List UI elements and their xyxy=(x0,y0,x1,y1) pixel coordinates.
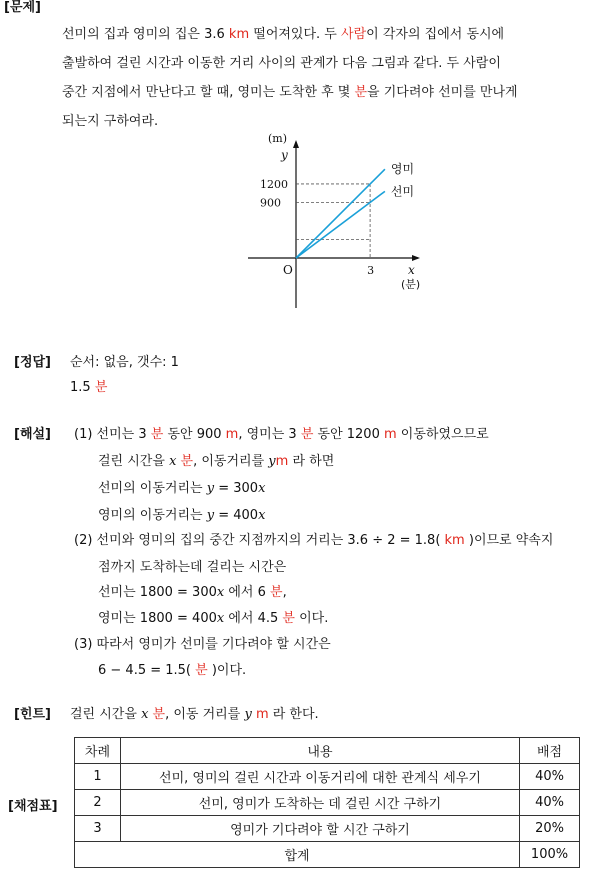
text-run: 선미의 집과 영미의 집은 3.6 xyxy=(62,27,229,42)
text-run: 영미는 1800 = 400 xyxy=(98,611,217,626)
total-label: 합계 xyxy=(75,842,520,868)
text-run: , 이동거리를 xyxy=(193,454,269,469)
text-run: 에서 6 xyxy=(224,585,271,600)
solution-line xyxy=(98,659,246,678)
math-var: y xyxy=(244,707,252,722)
text-run: , xyxy=(282,585,287,600)
header-order: 차례 xyxy=(75,738,121,764)
text-run: )이므로 약속지 xyxy=(464,533,554,548)
text-run: 출발하여 걸린 시간과 이동한 거리 사이의 관계가 다음 그림과 같다. 두 사람이 xyxy=(62,56,501,71)
question-line xyxy=(62,20,597,49)
text-run: 에서 4.5 xyxy=(224,611,283,626)
text-run: 떨어져있다. 두 xyxy=(249,27,342,42)
highlight-run: 분 xyxy=(282,611,295,626)
row-points: 40% xyxy=(520,764,580,790)
text-run: 동안 900 xyxy=(163,427,226,442)
highlight-run: m xyxy=(383,427,397,442)
solution-line xyxy=(98,477,265,496)
text-run: 되는지 구하여라. xyxy=(62,114,159,129)
series-label-0: 영미 xyxy=(390,162,415,177)
math-var: x xyxy=(169,454,177,469)
y-tick-label: 1200 xyxy=(260,177,288,191)
solution-line xyxy=(74,529,553,548)
text-run: , 이동 거리를 xyxy=(165,707,245,722)
text-run: 중간 지점에서 만난다고 할 때, 영미는 도착한 후 몇 xyxy=(62,85,355,100)
solution-line xyxy=(74,423,489,442)
highlight-run: 분 xyxy=(152,707,166,722)
highlight-run: 사람 xyxy=(341,27,367,42)
highlight-run: 분 xyxy=(354,85,368,100)
x-axis-arrow xyxy=(412,255,420,261)
header-points: 배점 xyxy=(520,738,580,764)
highlight-run: 분 xyxy=(180,454,194,469)
row-points: 40% xyxy=(520,790,580,816)
y-tick-label: 900 xyxy=(260,196,281,210)
question-tag: [문제] xyxy=(4,0,41,15)
highlight-run: m xyxy=(225,427,239,442)
math-var: x xyxy=(216,611,225,626)
text-run: 영미의 이동거리는 xyxy=(98,508,207,523)
solution-line xyxy=(98,581,287,600)
text-run: 걸린 시간을 xyxy=(98,454,170,469)
row-order: 1 xyxy=(75,764,121,790)
text-run: 선미의 이동거리는 xyxy=(98,481,207,496)
highlight-run: km xyxy=(228,27,250,42)
text-run: = 300 xyxy=(214,481,259,496)
y-unit-label: (m) xyxy=(268,132,288,145)
math-var: y xyxy=(206,508,215,523)
answer-tag: [정답] xyxy=(14,355,51,370)
scoring-tag: [채점표] xyxy=(8,799,58,814)
text-run: (3) 따라서 영미가 선미를 기다려야 할 시간은 xyxy=(74,637,331,652)
text-run: 6 − 4.5 = 1.5( xyxy=(98,663,196,678)
row-order: 2 xyxy=(75,790,121,816)
text-run: 동안 1200 xyxy=(313,427,384,442)
text-run: = 400 xyxy=(214,508,259,523)
text-run: 점까지 도착하는데 걸리는 시간은 xyxy=(98,560,287,575)
math-var: x xyxy=(258,508,266,523)
text-run: 이 각자의 집에서 동시에 xyxy=(366,27,505,42)
series-line-0 xyxy=(296,169,385,258)
row-points: 20% xyxy=(520,816,580,842)
math-var: x xyxy=(258,481,266,496)
hint-text xyxy=(70,703,319,722)
hint-tag: [힌트] xyxy=(14,707,51,722)
highlight-run: 분 xyxy=(195,663,208,678)
solution-line xyxy=(74,633,331,652)
x-unit-label: (분) xyxy=(401,278,421,291)
math-var: y xyxy=(268,454,276,469)
text-run: 걸린 시간을 xyxy=(70,707,142,722)
header-content: 내용 xyxy=(120,738,519,764)
question-line xyxy=(62,78,597,107)
highlight-run: 분 xyxy=(150,427,164,442)
text-run: )이다. xyxy=(207,663,247,678)
math-var: y xyxy=(206,481,215,496)
text-run: 이다. xyxy=(294,611,329,626)
text-run: (2) 선미와 영미의 집의 중간 지점까지의 거리는 3.6 ÷ 2 = 1.8( xyxy=(74,533,445,548)
question-text xyxy=(62,20,597,136)
row-content: 선미, 영미가 도착하는 데 걸린 시간 구하기 xyxy=(120,790,519,816)
y-var-label: y xyxy=(281,148,288,162)
row-content: 선미, 영미의 걸린 시간과 이동거리에 대한 관계식 세우기 xyxy=(120,764,519,790)
text-run: 선미는 1800 = 300 xyxy=(98,585,217,600)
answer-value: 1.5 분 xyxy=(70,380,108,395)
series-label-1: 선미 xyxy=(390,184,415,199)
highlight-run: km xyxy=(444,533,465,548)
question-line xyxy=(62,49,597,78)
series-line-1 xyxy=(296,191,385,258)
answer-meta: 순서: 없음, 갯수: 1 xyxy=(70,355,179,370)
table-row xyxy=(75,790,580,816)
text-run: , 영미는 3 xyxy=(238,427,301,442)
solution-line xyxy=(98,556,286,575)
scoring-header-row xyxy=(75,738,580,764)
total-value: 100% xyxy=(520,842,580,868)
table-row xyxy=(75,816,580,842)
highlight-run: 분 xyxy=(300,427,314,442)
solution-tag: [해설] xyxy=(14,427,51,442)
scoring-table xyxy=(74,737,580,868)
total-row xyxy=(75,842,580,868)
text-run: 라 하면 xyxy=(288,454,335,469)
origin-label: O xyxy=(283,263,293,277)
math-var: x xyxy=(141,707,149,722)
text-run: (1) 선미는 3 xyxy=(74,427,151,442)
highlight-run: 분 xyxy=(270,585,283,600)
x-tick-label: 3 xyxy=(367,264,375,277)
y-axis-arrow xyxy=(293,140,299,148)
text-run: 이동하였으므로 xyxy=(396,427,489,442)
row-order: 3 xyxy=(75,816,121,842)
highlight-run: m xyxy=(275,454,289,469)
text-run: 라 한다. xyxy=(268,707,319,722)
table-row xyxy=(75,764,580,790)
math-var: x xyxy=(216,585,225,600)
solution-line xyxy=(98,607,328,626)
x-var-label: x xyxy=(408,263,415,277)
distance-time-graph xyxy=(240,128,430,313)
solution-line xyxy=(98,504,265,523)
highlight-run: m xyxy=(255,707,269,722)
text-run: 을 기다려야 선미를 만나게 xyxy=(367,85,518,100)
solution-line xyxy=(98,450,334,469)
row-content: 영미가 기다려야 할 시간 구하기 xyxy=(120,816,519,842)
